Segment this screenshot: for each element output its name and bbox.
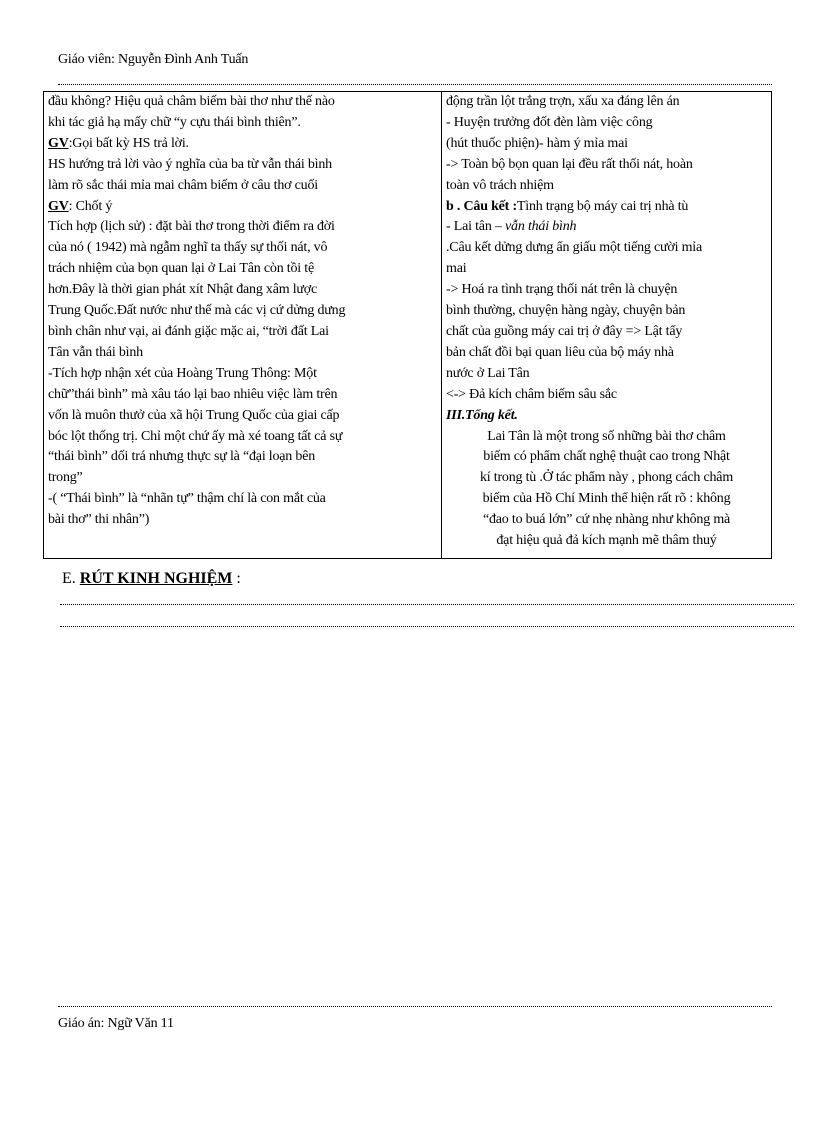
summary-heading: III.Tổng kết. xyxy=(446,407,518,423)
text-line: chất của guồng máy cai trị ở đây => Lật tẩy xyxy=(446,323,683,339)
text-line: .Câu kết dửng dưng ẩn giấu một tiếng cười mỉa xyxy=(446,240,703,256)
text-line: “đao to buá lớn” cứ nhẹ nhàng như không mà xyxy=(482,512,731,528)
content-column xyxy=(442,92,771,558)
text-line: khi tác giả hạ mấy chữ “y cựu thái bình thiên”. xyxy=(48,114,301,130)
text-line: Lai Tân là một trong số những bài thơ châm xyxy=(487,428,726,444)
text-line: toàn vô trách nhiệm xyxy=(446,177,554,193)
lesson-table xyxy=(43,91,772,559)
text-line: -( “Thái bình” là “nhãn tự” thậm chí là con mắt của xyxy=(48,491,326,507)
section-suffix: : xyxy=(232,570,241,587)
text-line: trách nhiệm của bọn quan lại ở Lai Tân còn tồi tệ xyxy=(48,261,314,277)
text-line: bản chất đồi bại quan liêu của bộ máy nhà xyxy=(446,344,674,360)
section-title: RÚT KINH NGHIỆM xyxy=(79,570,233,587)
section-letter: E. xyxy=(62,570,80,587)
gv-label: GV xyxy=(48,135,69,151)
text-line: “thái bình” dối trá nhưng thực sự là “đại loạn bên xyxy=(48,449,316,465)
text-span: :Gọi bất kỳ HS trả lời. xyxy=(68,135,189,151)
text-line: Tích hợp (lịch sử) : đặt bài thơ trong thời điểm ra đời xyxy=(48,219,335,235)
text-line: trong” xyxy=(48,470,83,486)
text-line: (hút thuốc phiện)- hàm ý mỉa mai xyxy=(446,135,628,151)
text-line: vốn là muôn thưở của xã hội Trung Quốc của giai cấp xyxy=(48,407,340,423)
text-line: Trung Quốc.Đất nước như thế mà các vị cứ dửng dưng xyxy=(48,303,346,319)
text-line: đầu không? Hiệu quả châm biếm bài thơ như thế nào xyxy=(48,94,335,109)
quote-line xyxy=(446,217,767,238)
header-rule xyxy=(58,84,772,85)
text-line: hơn.Đây là thời gian phát xít Nhật đang xâm lược xyxy=(48,282,318,298)
text-line: - Huyện trưởng đốt đèn làm việc công xyxy=(446,114,653,130)
text-line: biếm có phẩm chất nghệ thuật cao trong Nhật xyxy=(483,449,730,465)
text-line: -Tích hợp nhận xét của Hoàng Trung Thông: Một xyxy=(48,365,317,381)
subheading-label: b . Câu kết : xyxy=(446,198,517,214)
gv-line xyxy=(48,197,437,218)
section-e-heading xyxy=(62,570,241,588)
gv-label: GV xyxy=(48,198,69,214)
text-line: bình thường, chuyện hàng ngày, chuyện bản xyxy=(446,303,686,319)
text-line: -> Hoá ra tình trạng thối nát trên là chuyện xyxy=(446,282,678,298)
text-line: <-> Đả kích châm biếm sâu sắc xyxy=(446,386,617,402)
subheading-line xyxy=(446,197,767,218)
text-line: Tân vẫn thái bình xyxy=(48,344,143,360)
text-line: -> Toàn bộ bọn quan lại đều rất thối nát, hoàn xyxy=(446,156,693,172)
gv-line xyxy=(48,134,437,155)
text-span: - Lai tân – xyxy=(446,219,506,235)
page-header: Giáo viên: Nguyễn Đình Anh Tuấn xyxy=(58,52,249,67)
text-line: kí trong tù .Ở tác phẩm này , phong cách châm xyxy=(479,470,734,486)
text-line: của nó ( 1942) mà ngẫm nghĩ ta thấy sự thối nát, vô xyxy=(48,240,328,256)
text-line: biếm của Hồ Chí Minh thể hiện rất rõ : không xyxy=(482,491,731,507)
text-line: HS hướng trả lời vào ý nghĩa của ba từ vẫn thái bình xyxy=(48,156,332,172)
text-line: nước ở Lai Tân xyxy=(446,365,530,381)
text-line: mai xyxy=(446,261,467,277)
text-line: chữ”thái bình” mà xâu táo lại bao nhiêu việc làm trên xyxy=(48,386,338,402)
notes-line xyxy=(60,604,794,605)
notes-line xyxy=(60,626,794,627)
teacher-activity-column xyxy=(44,92,442,558)
page-footer: Giáo án: Ngữ Văn 11 xyxy=(58,1016,174,1031)
text-line: làm rõ sắc thái mỉa mai châm biếm ở câu thơ cuối xyxy=(48,177,318,193)
footer-rule xyxy=(58,1006,772,1007)
text-line: bóc lột thống trị. Chỉ một chứ ấy mà xé toang tất cả sự xyxy=(48,428,343,444)
text-line: động trần lột trắng trợn, xấu xa đáng lên án xyxy=(446,94,680,109)
text-line: bình chân như vại, ai đánh giặc mặc ai, “trời đất Lai xyxy=(48,323,329,339)
text-span: : Chốt ý xyxy=(68,198,113,214)
text-line: bài thơ” thi nhân”) xyxy=(48,512,150,528)
quote-italic: vẫn thái bình xyxy=(505,219,577,235)
text-span: Tình trạng bộ máy cai trị nhà tù xyxy=(516,198,689,214)
text-line: đạt hiệu quả đả kích mạnh mẽ thâm thuý xyxy=(496,533,717,549)
